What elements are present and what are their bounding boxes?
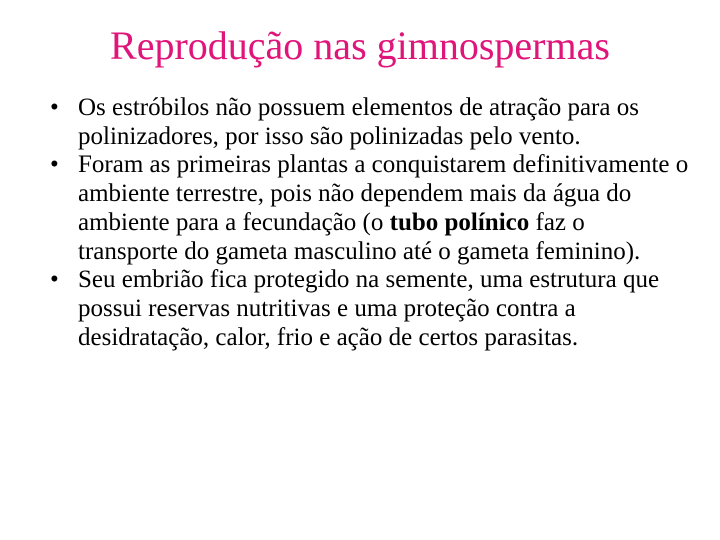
bullet-list [50,94,690,352]
bullet-text: Seu embrião fica protegido na semente, uma estrutura que possui reservas nutritivas e uma proteção contra a desidratação, calor, frio e ação de certos parasitas. [78,266,660,351]
bullet-text-bold: tubo polínico [389,208,530,236]
bullet-item [50,266,690,352]
bullet-dot: • [50,94,59,121]
bullet-text: Os estróbilos não possuem elementos de atração para os polinizadores, por isso são polinizadas pelo vento. [78,94,639,150]
bullet-text-after: faz o transporte do gameta masculino até o gameta feminino). [78,208,641,265]
bullet-item [50,151,690,266]
slide-title: Reprodução nas gimnospermas [110,23,610,68]
bullet-item [50,94,690,151]
bullet-text [78,151,690,266]
bullet-dot: • [50,266,59,294]
bullet-dot: • [50,151,59,179]
bullet-text-before: Foram as primeiras plantas a conquistarem definitivamente o ambiente terrestre, pois não dependem mais da água do ambiente para a fecundação (o [78,151,689,236]
